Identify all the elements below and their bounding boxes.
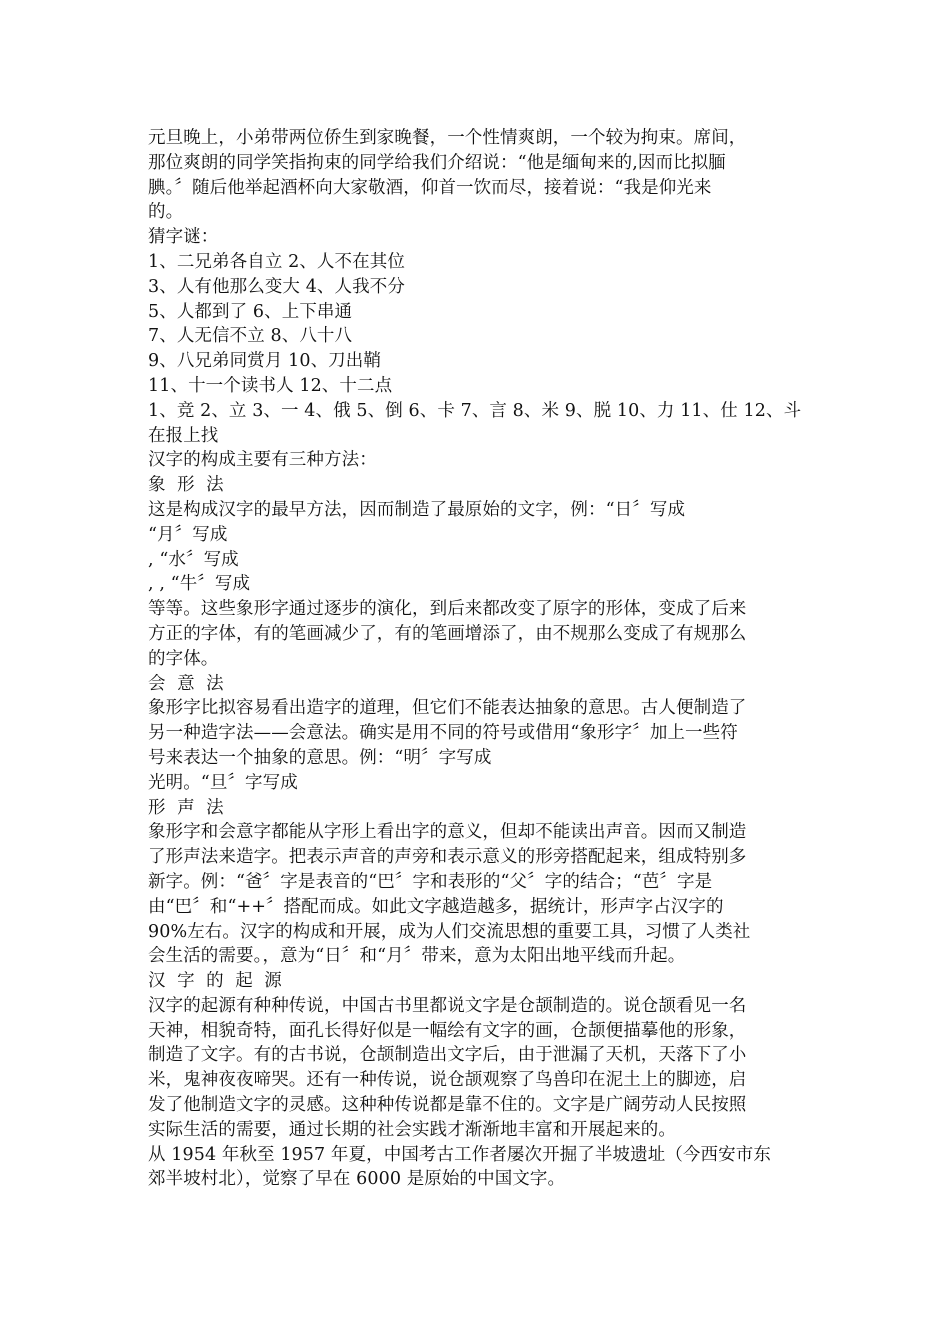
riddle-item: 7、人无信不立 8、八十八 bbox=[148, 326, 353, 347]
section-line: 这是构成汉字的最早方法，因而制造了最原始的文字，例：“日〞写成 bbox=[148, 499, 686, 520]
riddle-item: 5、人都到了 6、上下串通 bbox=[148, 301, 353, 322]
section-phono-semantic bbox=[148, 796, 808, 970]
section-line: 由“巴〞和“++〞搭配而成。如此文字越造越多，据统计，形声字占汉字的 bbox=[148, 896, 724, 917]
section-line: 方正的字体，有的笔画减少了，有的笔画增添了，由不规那么变成了有规那么 bbox=[148, 623, 747, 644]
answer-line: 1、竞 2、立 3、一 4、俄 5、倒 6、卡 7、言 8、米 9、脱 10、力 11、仕 12、斗 bbox=[148, 400, 802, 421]
section-line: 的字体。 bbox=[148, 648, 219, 669]
document-body bbox=[148, 126, 808, 1192]
riddle-answers bbox=[148, 399, 808, 449]
riddle-item: 1、二兄弟各自立 2、人不在其位 bbox=[148, 251, 405, 272]
intro-line: 那位爽朗的同学笑指拘束的同学给我们介绍说：“他是缅甸来的,因而比拟腼 bbox=[148, 152, 726, 173]
section-line: 郊半坡村北），觉察了早在 6000 是原始的中国文字。 bbox=[148, 1169, 566, 1190]
section-line: 天神，相貌奇特，面孔长得好似是一幅绘有文字的画，仓颉便描摹他的形象， bbox=[148, 1020, 747, 1041]
answer-line: 在报上找 bbox=[148, 425, 219, 446]
section-heading: 象 形 法 bbox=[148, 475, 227, 496]
section-line: , “水〞写成 bbox=[148, 549, 239, 570]
intro-line: 腆。〞随后他举起酒杯向大家敬酒，仰首一饮而尽，接着说：“我是仰光来 bbox=[148, 177, 712, 198]
section-heading: 汉 字 的 起 源 bbox=[148, 971, 285, 992]
section-line: 汉字的起源有种种传说，中国古书里都说文字是仓颉制造的。说仓颉看见一名 bbox=[148, 995, 747, 1016]
methods-intro: 汉字的构成主要有三种方法： bbox=[148, 450, 377, 471]
riddle-item: 3、人有他那么变大 4、人我不分 bbox=[148, 276, 405, 297]
section-line: 会生活的需要。，意为“日〞和“月〞带来，意为太阳出地平线而升起。 bbox=[148, 946, 686, 967]
riddle-item: 9、八兄弟同赏月 10、刀出鞘 bbox=[148, 351, 381, 372]
section-line: 发了他制造文字的灵感。这种种传说都是靠不住的。文字是广阔劳动人民按照 bbox=[148, 1095, 747, 1116]
section-line: 新字。例：“爸〞字是表音的“巴〞字和表形的“父〞字的结合；“芭〞字是 bbox=[148, 871, 713, 892]
section-line: 90%左右。汉字的构成和开展，成为人们交流思想的重要工具，习惯了人类社 bbox=[148, 921, 751, 942]
section-line: 制造了文字。有的古书说，仓颉制造出文字后，由于泄漏了天机，天落下了小 bbox=[148, 1045, 747, 1066]
intro-line: 的。 bbox=[148, 202, 184, 223]
section-line: 光明。“旦〞字写成 bbox=[148, 772, 298, 793]
section-line: 等等。这些象形字通过逐步的演化，到后来都改变了原字的形体，变成了后来 bbox=[148, 599, 747, 620]
section-heading: 形 声 法 bbox=[148, 797, 227, 818]
section-line: 米，鬼神夜夜啼哭。还有一种传说，说仓颉观察了鸟兽印在泥土上的脚迹，启 bbox=[148, 1070, 747, 1091]
section-line: 了形声法来造字。把表示声音的声旁和表示意义的形旁搭配起来，组成特别多 bbox=[148, 847, 747, 868]
riddle-list bbox=[148, 250, 808, 399]
section-heading: 会 意 法 bbox=[148, 673, 227, 694]
section-pictograph bbox=[148, 473, 808, 671]
section-line: , , “牛〞写成 bbox=[148, 574, 251, 595]
section-line: 另一种造字法——会意法。确实是用不同的符号或借用“象形字〞加上一些符 bbox=[148, 723, 738, 744]
intro-paragraph bbox=[148, 126, 808, 225]
intro-line: 元旦晚上，小弟带两位侨生到家晚餐，一个性情爽朗，一个较为拘束。席间， bbox=[148, 128, 747, 148]
section-line: 象形字和会意字都能从字形上看出字的意义，但却不能读出声音。因而又制造 bbox=[148, 822, 747, 843]
section-ideograph bbox=[148, 672, 808, 796]
riddle-item: 11、十一个读书人 12、十二点 bbox=[148, 375, 393, 396]
section-line: 号来表达一个抽象的意思。例：“明〞字写成 bbox=[148, 747, 492, 768]
riddle-title: 猜字谜： bbox=[148, 227, 219, 248]
section-line: “月〞写成 bbox=[148, 524, 228, 545]
section-line: 从 1954 年秋至 1957 年夏，中国考古工作者屡次开掘了半坡遗址（今西安市东 bbox=[148, 1144, 771, 1165]
section-origin bbox=[148, 969, 808, 1192]
section-line: 象形字比拟容易看出造字的道理，但它们不能表达抽象的意思。古人便制造了 bbox=[148, 698, 747, 719]
section-line: 实际生活的需要，通过长期的社会实践才渐渐地丰富和开展起来的。 bbox=[148, 1119, 676, 1140]
